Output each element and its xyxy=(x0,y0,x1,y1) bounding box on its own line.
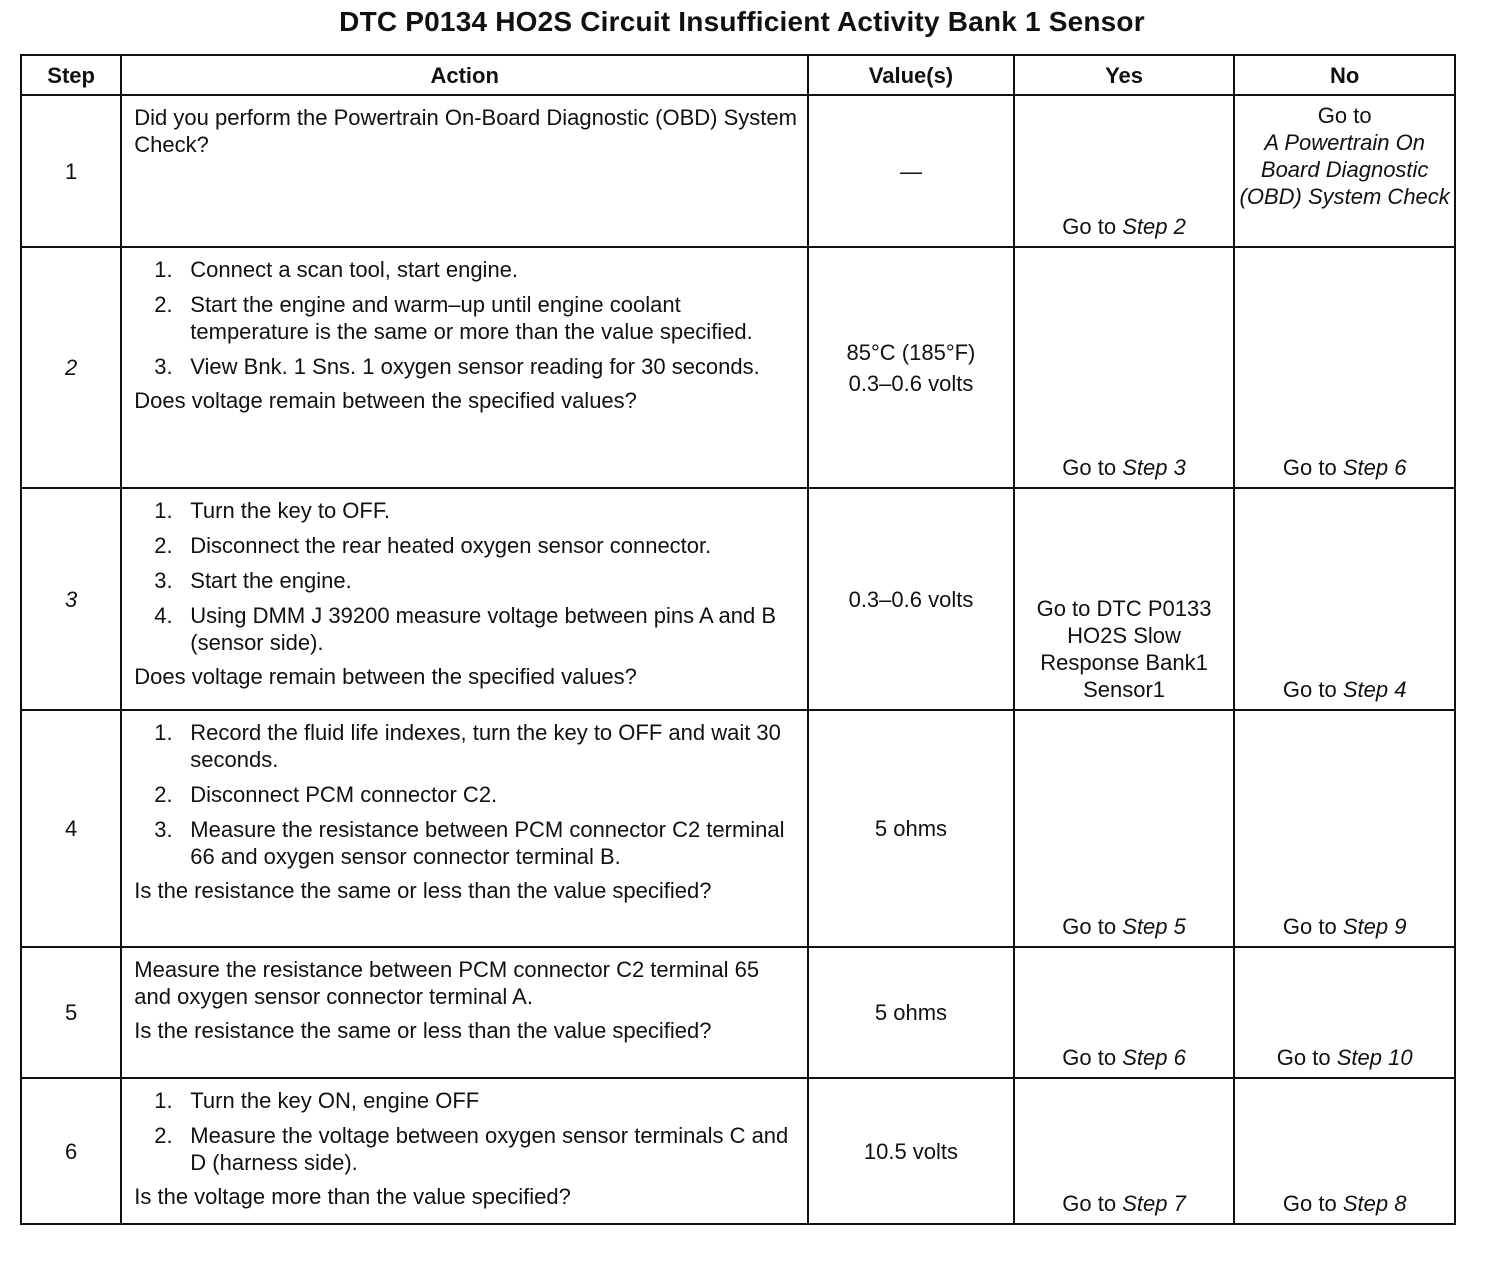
list-item: 1. Turn the key ON, engine OFF xyxy=(154,1088,480,1113)
table-row xyxy=(21,95,1455,247)
yes-prefix: Go to xyxy=(1062,455,1117,480)
action-cell xyxy=(121,947,808,1078)
yes-cell xyxy=(1014,710,1235,947)
list-item: 4. Using DMM J 39200 measure voltage between pins A and B (sensor side). xyxy=(154,603,777,655)
list-item: 3. Measure the resistance between PCM connector C2 terminal 66 and oxygen sensor connector terminal B. xyxy=(154,817,785,869)
no-cell xyxy=(1234,947,1455,1078)
no-cell xyxy=(1234,710,1455,947)
yes-target: Step 7 xyxy=(1122,1191,1186,1216)
yes-cell xyxy=(1014,247,1235,488)
yes-text: Go to DTC P0133 HO2S Slow Response Bank1 Sensor1 xyxy=(1036,596,1212,702)
action-cell xyxy=(121,247,808,488)
yes-prefix: Go to xyxy=(1062,1191,1117,1216)
no-target: Step 10 xyxy=(1336,1045,1413,1070)
yes-target: Step 3 xyxy=(1122,455,1186,480)
action-steps xyxy=(134,719,797,870)
no-target: A Powertrain On Board Diagnostic (OBD) System Check xyxy=(1239,130,1450,209)
table-row xyxy=(21,488,1455,710)
action-question: Is the voltage more than the value specified? xyxy=(134,1184,571,1209)
yes-prefix: Go to xyxy=(1062,914,1117,939)
no-target: Step 9 xyxy=(1342,914,1407,939)
yes-prefix: Go to xyxy=(1062,214,1117,239)
list-item: 1. Turn the key to OFF. xyxy=(154,498,390,523)
list-item: 1. Record the fluid life indexes, turn the key to OFF and wait 30 seconds. xyxy=(154,720,781,772)
step-number: 6 xyxy=(21,1078,121,1224)
table-row xyxy=(21,1078,1455,1224)
no-cell xyxy=(1234,488,1455,710)
step-number: 4 xyxy=(21,710,121,947)
action-question: Is the resistance the same or less than the value specified? xyxy=(134,1018,712,1043)
value-text: 5 ohms xyxy=(874,816,948,841)
table-row xyxy=(21,247,1455,488)
value-cell xyxy=(808,1078,1014,1224)
no-cell xyxy=(1234,95,1455,247)
value-text: 10.5 volts xyxy=(863,1138,959,1164)
no-prefix: Go to xyxy=(1276,1045,1331,1070)
step-number: 1 xyxy=(21,95,121,247)
list-item: 2. Start the engine and warm–up until engine coolant temperature is the same or more than the value specified. xyxy=(154,292,753,344)
action-steps xyxy=(134,497,797,656)
list-item: 1. Connect a scan tool, start engine. xyxy=(154,257,519,282)
step-number: 2 xyxy=(21,247,121,488)
table-row xyxy=(21,710,1455,947)
action-question: Is the resistance the same or less than the value specified? xyxy=(134,878,712,903)
action-question: Does voltage remain between the specified values? xyxy=(134,664,637,689)
list-item: 2. Disconnect PCM connector C2. xyxy=(154,782,498,807)
header-step: Step xyxy=(21,55,121,95)
yes-cell xyxy=(1014,1078,1235,1224)
yes-target: Step 6 xyxy=(1122,1045,1186,1070)
list-item: 2. Disconnect the rear heated oxygen sensor connector. xyxy=(154,533,712,558)
action-cell xyxy=(121,710,808,947)
yes-target: Step 5 xyxy=(1122,914,1186,939)
no-prefix: Go to xyxy=(1317,103,1372,128)
action-question: Does voltage remain between the specified values? xyxy=(134,388,637,413)
no-target: Step 6 xyxy=(1342,455,1407,480)
no-cell xyxy=(1234,1078,1455,1224)
diagnostic-table xyxy=(20,54,1456,1225)
value-cell xyxy=(808,947,1014,1078)
step-number: 3 xyxy=(21,488,121,710)
header-yes: Yes xyxy=(1014,55,1235,95)
no-prefix: Go to xyxy=(1282,455,1337,480)
action-steps xyxy=(134,1087,797,1176)
header-row xyxy=(21,55,1455,95)
value-text: 0.3–0.6 volts xyxy=(848,370,974,396)
value-text: 5 ohms xyxy=(874,1000,948,1025)
value-cell xyxy=(808,247,1014,488)
no-cell xyxy=(1234,247,1455,488)
action-cell xyxy=(121,1078,808,1224)
action-steps xyxy=(134,256,797,380)
no-target: Step 8 xyxy=(1342,1191,1407,1216)
header-values: Value(s) xyxy=(808,55,1014,95)
value-text: — xyxy=(899,158,922,184)
yes-prefix: Go to xyxy=(1062,1045,1117,1070)
header-action: Action xyxy=(121,55,808,95)
action-cell xyxy=(121,95,808,247)
value-text: 0.3–0.6 volts xyxy=(848,586,974,612)
yes-cell xyxy=(1014,95,1235,247)
value-cell xyxy=(808,710,1014,947)
no-target: Step 4 xyxy=(1342,677,1407,702)
no-prefix: Go to xyxy=(1282,677,1337,702)
action-cell xyxy=(121,488,808,710)
no-prefix: Go to xyxy=(1282,1191,1337,1216)
action-text: Did you perform the Powertrain On-Board Diagnostic (OBD) System Check? xyxy=(134,105,797,157)
step-number: 5 xyxy=(21,947,121,1078)
list-item: 3. Start the engine. xyxy=(154,568,352,593)
yes-cell xyxy=(1014,947,1235,1078)
yes-cell xyxy=(1014,488,1235,710)
list-item: 3. View Bnk. 1 Sns. 1 oxygen sensor reading for 30 seconds. xyxy=(154,354,760,379)
no-prefix: Go to xyxy=(1282,914,1337,939)
header-no: No xyxy=(1234,55,1455,95)
page-title: DTC P0134 HO2S Circuit Insufficient Activity Bank 1 Sensor xyxy=(339,6,1145,37)
yes-target: Step 2 xyxy=(1122,214,1186,239)
list-item: 2. Measure the voltage between oxygen sensor terminals C and D (harness side). xyxy=(154,1123,789,1175)
table-row xyxy=(21,947,1455,1078)
value-text: 85°C (185°F) xyxy=(846,339,976,365)
value-cell xyxy=(808,488,1014,710)
action-text: Measure the resistance between PCM connector C2 terminal 65 and oxygen sensor connector terminal A. xyxy=(134,957,760,1009)
value-cell xyxy=(808,95,1014,247)
